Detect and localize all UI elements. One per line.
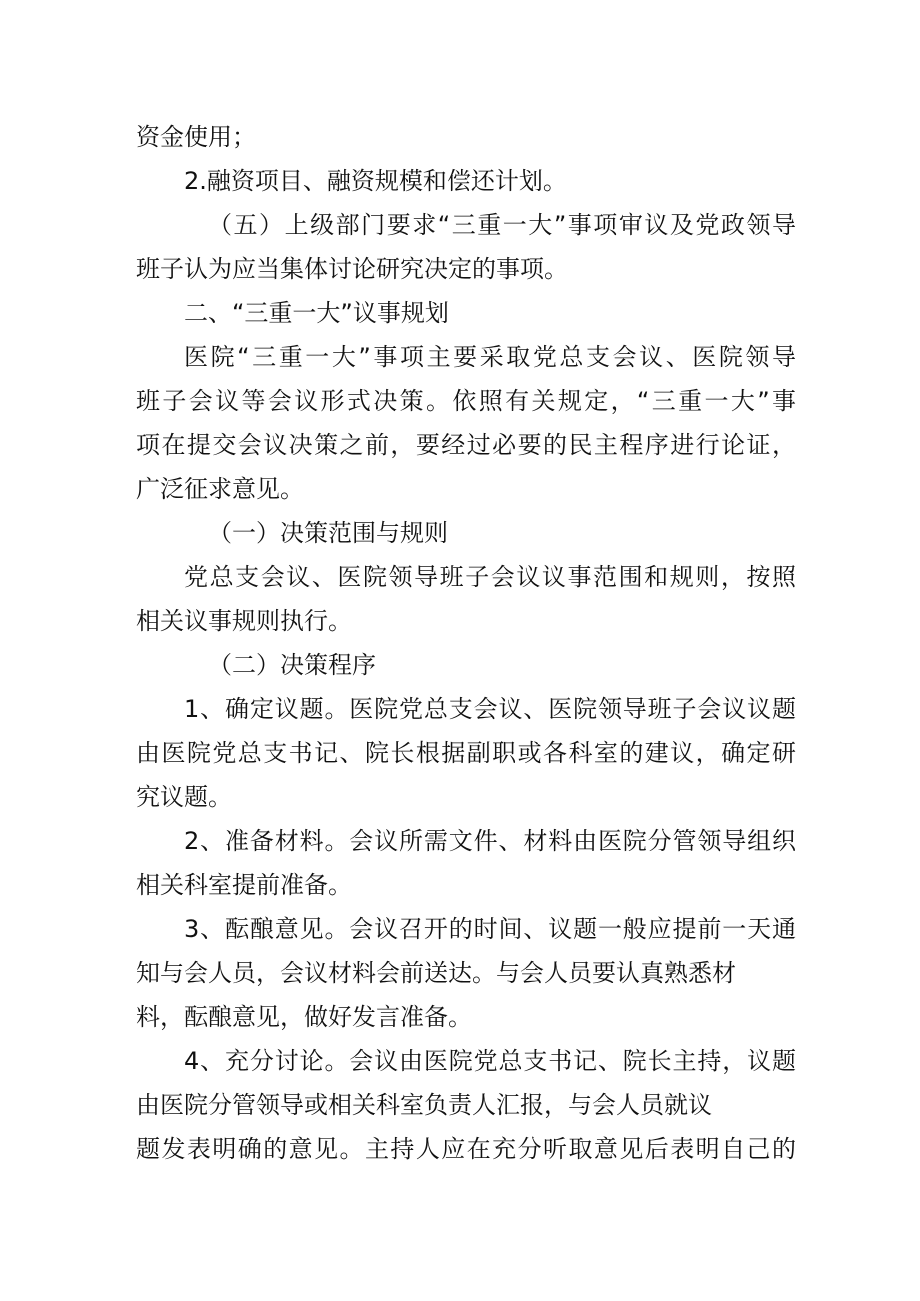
text-line-17: 2、准备材料。会议所需文件、材料由医院分管领导组织 xyxy=(184,827,796,855)
text-line-16: 究议题。 xyxy=(136,783,232,811)
text-line-21: 料，酝酿意见，做好发言准备。 xyxy=(136,1003,472,1031)
text-line-14: 1、确定议题。医院党总支会议、医院领导班子会议议题 xyxy=(184,695,796,723)
subsection-heading-2: （二）决策程序 xyxy=(208,651,376,679)
text-line-22: 4、充分讨论。会议由医院党总支书记、院长主持，议题 xyxy=(184,1047,796,1075)
text-line-7: 班子会议等会议形式决策。依照有关规定，“三重一大”事 xyxy=(136,387,796,415)
text-line-19: 3、酝酿意见。会议召开的时间、议题一般应提前一天通 xyxy=(184,915,796,943)
text-line-18: 相关科室提前准备。 xyxy=(136,871,352,899)
text-line-2: 2.融资项目、融资规模和偿还计划。 xyxy=(184,167,567,195)
section-heading-2: 二、“三重一大”议事规划 xyxy=(184,299,449,327)
text-line-3: （五）上级部门要求“三重一大”事项审议及党政领导 xyxy=(208,211,796,239)
text-line-23: 由医院分管领导或相关科室负责人汇报，与会人员就议 xyxy=(136,1091,712,1119)
text-line-8: 项在提交会议决策之前，要经过必要的民主程序进行论证， xyxy=(136,431,796,459)
text-line-4: 班子认为应当集体讨论研究决定的事项。 xyxy=(136,255,568,283)
text-line-12: 相关议事规则执行。 xyxy=(136,607,352,635)
text-line-11: 党总支会议、医院领导班子会议议事范围和规则，按照 xyxy=(184,563,796,591)
text-line-6: 医院“三重一大”事项主要采取党总支会议、医院领导 xyxy=(184,343,796,371)
text-line-20: 知与会人员，会议材料会前送达。与会人员要认真熟悉材 xyxy=(136,959,736,987)
text-line-1: 资金使用； xyxy=(136,123,256,151)
subsection-heading-1: （一）决策范围与规则 xyxy=(208,519,448,547)
text-line-9: 广泛征求意见。 xyxy=(136,475,304,503)
text-line-15: 由医院党总支书记、院长根据副职或各科室的建议，确定研 xyxy=(136,739,796,767)
text-line-24: 题发表明确的意见。主持人应在充分听取意见后表明自己的 xyxy=(136,1135,796,1163)
